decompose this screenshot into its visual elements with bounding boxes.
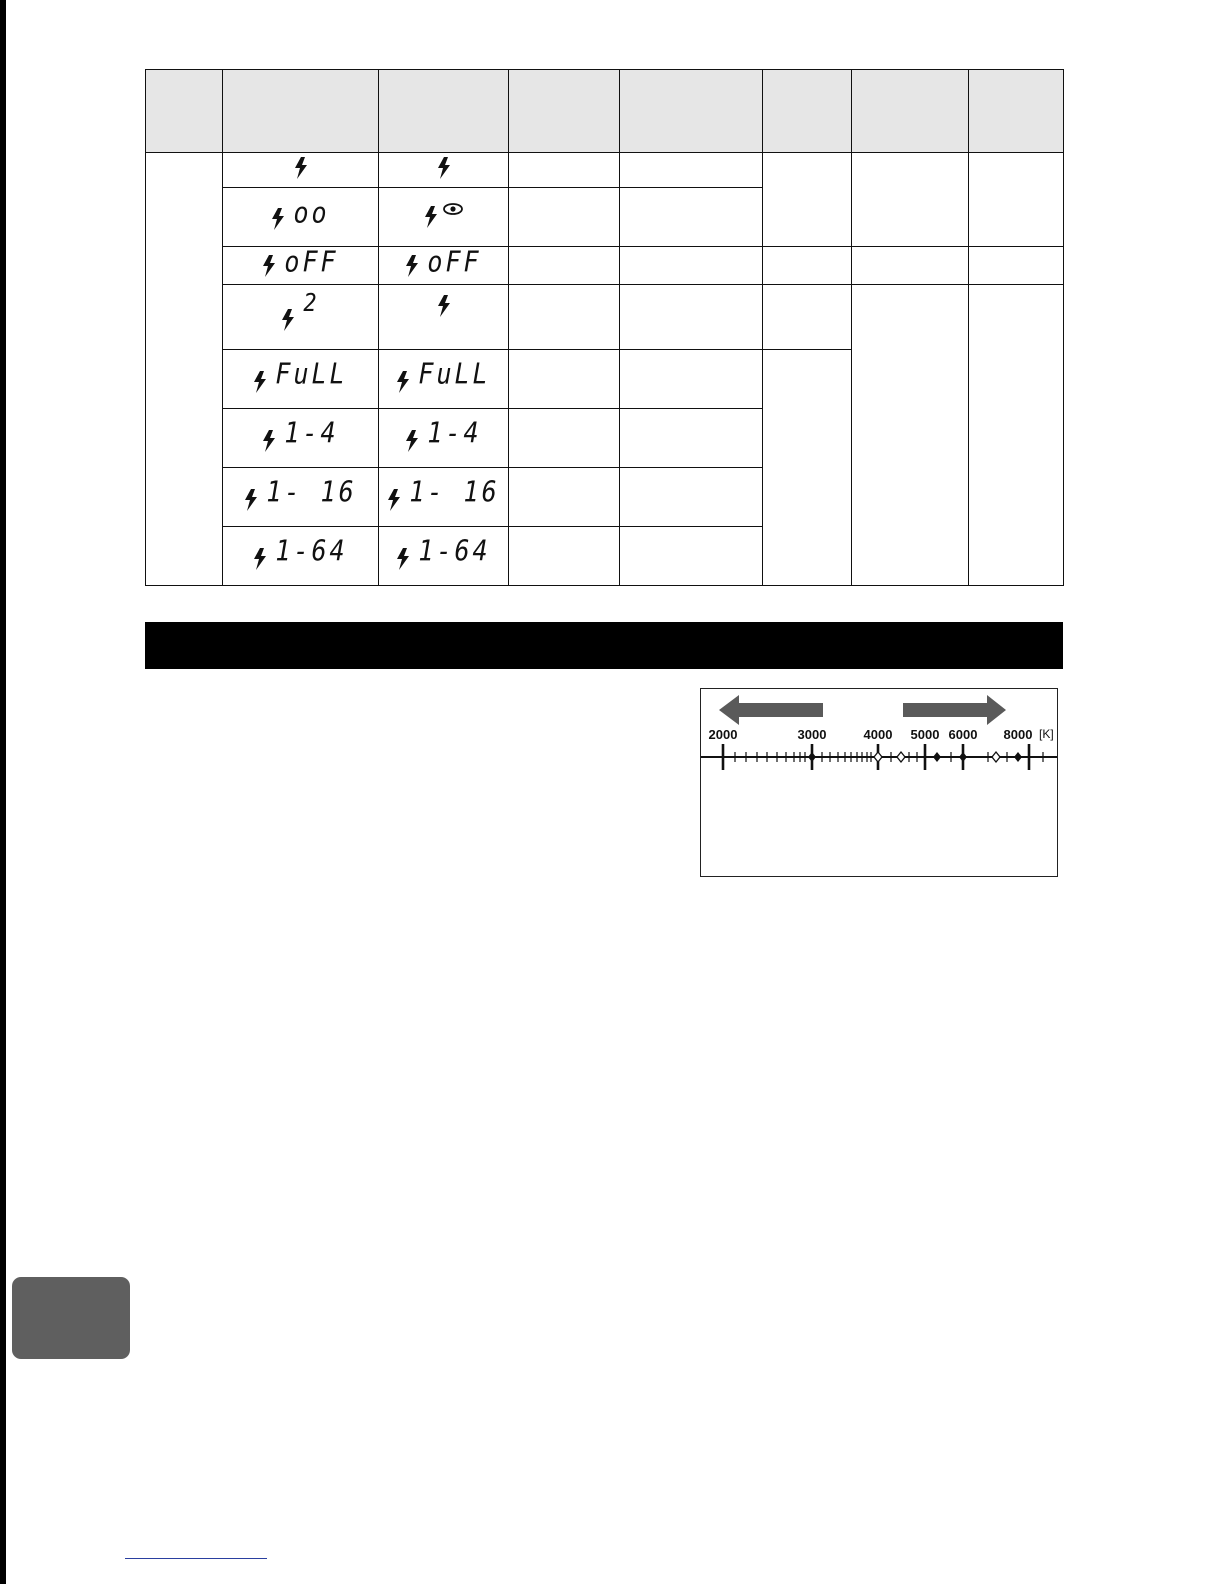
mode-code: FuLL bbox=[418, 356, 491, 390]
mode-code: 1- 16 bbox=[409, 474, 500, 508]
table-cell bbox=[223, 153, 379, 188]
table-cell bbox=[379, 153, 509, 188]
mode-code: 1-4 bbox=[427, 415, 482, 449]
flash-icon bbox=[396, 361, 410, 393]
table-cell bbox=[763, 350, 852, 586]
scale-label: 3000 bbox=[797, 727, 827, 742]
table-row bbox=[146, 153, 1064, 188]
table-cell bbox=[379, 409, 509, 468]
flash-redeye-icon bbox=[424, 202, 464, 228]
footer-rule bbox=[125, 1558, 267, 1559]
table-cell bbox=[509, 350, 620, 409]
kelvin-scale-graphic bbox=[701, 689, 1057, 876]
flash-icon bbox=[294, 157, 308, 179]
header-cell bbox=[509, 70, 620, 153]
table-cell bbox=[223, 350, 379, 409]
table-cell bbox=[852, 285, 969, 586]
mode-code: FuLL bbox=[275, 356, 348, 390]
flash-icon bbox=[437, 157, 451, 179]
table-cell bbox=[763, 247, 852, 285]
mode-code: 2 bbox=[303, 288, 320, 318]
table-cell bbox=[379, 188, 509, 247]
table-cell bbox=[223, 527, 379, 586]
header-cell bbox=[379, 70, 509, 153]
filled-diamond-marker bbox=[933, 752, 941, 762]
flash-icon bbox=[262, 249, 276, 277]
header-cell bbox=[852, 70, 969, 153]
table-cell bbox=[620, 188, 763, 247]
header-cell bbox=[620, 70, 763, 153]
scale-label: 2000 bbox=[708, 727, 738, 742]
table-cell bbox=[379, 350, 509, 409]
flash-icon bbox=[281, 299, 295, 331]
table-cell bbox=[509, 527, 620, 586]
table-cell bbox=[969, 247, 1064, 285]
flash-icon bbox=[253, 361, 267, 393]
color-temperature-scale bbox=[700, 688, 1058, 877]
table-cell bbox=[620, 527, 763, 586]
flash-icon bbox=[396, 538, 410, 570]
table-header-row bbox=[146, 70, 1064, 153]
section-heading-bar bbox=[145, 622, 1063, 669]
scale-label: 6000 bbox=[948, 727, 978, 742]
table-cell bbox=[852, 247, 969, 285]
table-cell bbox=[763, 153, 852, 247]
table-cell bbox=[379, 527, 509, 586]
open-diamond-marker bbox=[992, 752, 1000, 762]
flash-icon bbox=[271, 200, 285, 230]
table-cell bbox=[852, 153, 969, 247]
filled-diamond-marker bbox=[959, 752, 967, 762]
table-cell bbox=[223, 468, 379, 527]
table-cell bbox=[509, 409, 620, 468]
table-cell bbox=[223, 188, 379, 247]
table-cell bbox=[379, 244, 509, 285]
right-arrow-icon bbox=[903, 695, 1006, 725]
scale-label: 4000 bbox=[863, 727, 893, 742]
filled-diamond-marker bbox=[808, 752, 816, 762]
mode-code: 1-64 bbox=[418, 533, 491, 567]
open-diamond-marker bbox=[897, 752, 905, 762]
chapter-tab bbox=[12, 1277, 130, 1359]
flash-icon bbox=[387, 479, 401, 511]
header-cell bbox=[146, 70, 223, 153]
filled-diamond-marker bbox=[1014, 752, 1022, 762]
table-cell bbox=[379, 285, 509, 350]
mode-code: 1-64 bbox=[275, 533, 348, 567]
table-row bbox=[146, 285, 1064, 350]
table-cell bbox=[620, 247, 763, 285]
scale-label: 5000 bbox=[910, 727, 940, 742]
flash-icon bbox=[405, 420, 419, 452]
flash-mode-table bbox=[145, 69, 1064, 586]
mode-code: oFF bbox=[427, 244, 482, 279]
table-cell bbox=[620, 468, 763, 527]
table-cell bbox=[509, 285, 620, 350]
table-row bbox=[146, 247, 1064, 285]
flash-icon bbox=[437, 295, 451, 317]
flash-icon bbox=[253, 538, 267, 570]
mode-code: 1-4 bbox=[284, 415, 339, 449]
table-cell bbox=[146, 153, 223, 586]
mode-code: oo bbox=[293, 195, 330, 229]
table-cell bbox=[509, 468, 620, 527]
scale-label: 8000 bbox=[1003, 727, 1033, 742]
table-cell bbox=[763, 285, 852, 350]
open-diamond-marker bbox=[874, 752, 882, 762]
header-cell bbox=[969, 70, 1064, 153]
mode-code: 1- 16 bbox=[266, 474, 357, 508]
table-cell bbox=[223, 285, 379, 350]
table-cell bbox=[969, 153, 1064, 247]
flash-icon bbox=[405, 249, 419, 277]
table-cell bbox=[509, 247, 620, 285]
table-cell bbox=[223, 409, 379, 468]
flash-icon bbox=[262, 420, 276, 452]
table-cell bbox=[620, 153, 763, 188]
table-cell bbox=[223, 244, 379, 285]
mode-code: oFF bbox=[284, 244, 339, 279]
flash-icon bbox=[244, 479, 258, 511]
table-cell bbox=[379, 468, 509, 527]
page-edge-bar bbox=[0, 0, 6, 1584]
table-cell bbox=[509, 188, 620, 247]
table-cell bbox=[620, 409, 763, 468]
left-arrow-icon bbox=[719, 695, 823, 725]
header-cell bbox=[223, 70, 379, 153]
header-cell bbox=[763, 70, 852, 153]
table-cell bbox=[509, 153, 620, 188]
table-cell bbox=[620, 350, 763, 409]
table-cell bbox=[620, 285, 763, 350]
scale-unit: [K] bbox=[1039, 727, 1054, 741]
table-cell bbox=[969, 285, 1064, 586]
